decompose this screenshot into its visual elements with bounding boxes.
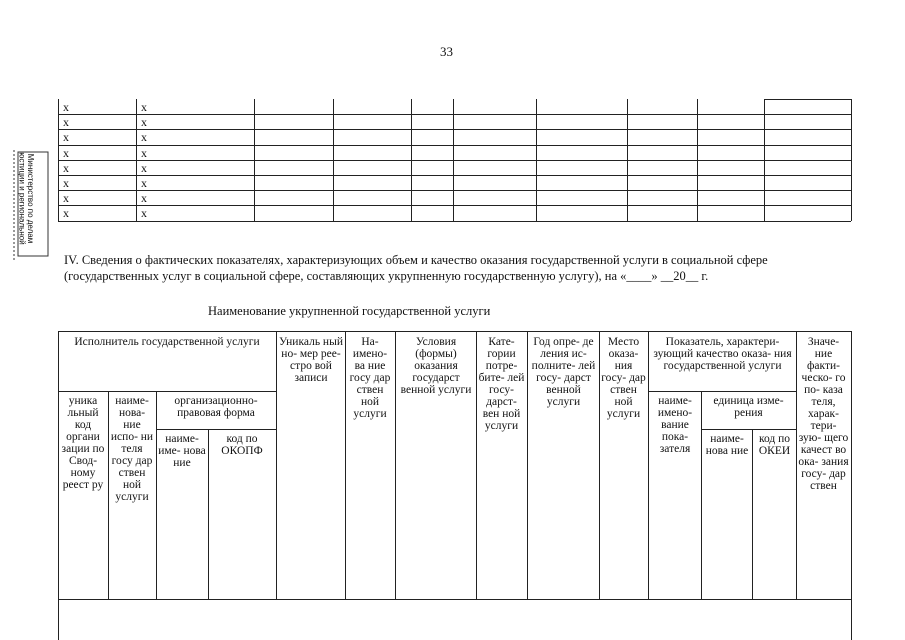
mark-cell: х xyxy=(141,206,147,220)
header-org-form: организационно-правовая форма xyxy=(174,395,258,419)
stamp-line-2: юстиции и региональной xyxy=(17,152,27,245)
mark-cell: х xyxy=(63,115,69,129)
header-okei: код по ОКЕИ xyxy=(758,433,791,457)
header-executor-name: наиме- нова- ние испо- ни теля госу дар ствен ной услуги xyxy=(110,395,154,503)
mark-cell: х xyxy=(63,191,69,205)
header-quality-indicator: Показатель, характери- зующий качество оказа- ния государственной услуги xyxy=(653,336,792,372)
mark-cell: х xyxy=(141,100,147,114)
header-executor: Исполнитель государственной услуги xyxy=(74,336,260,348)
stamp-line-1: Министерство по делам xyxy=(26,153,36,244)
mark-cell: х xyxy=(141,115,147,129)
header-year: Год опре- де ления ис- полните- лей госу- дарст венной услуги xyxy=(531,336,596,408)
mark-cell: х xyxy=(63,206,69,220)
mark-cell: х xyxy=(141,176,147,190)
header-org-form-name: наиме- име- нова ние xyxy=(158,433,206,469)
header-indicator-name: наиме- имено- вание пока- зателя xyxy=(657,395,693,455)
header-unit: единица изме- рения xyxy=(713,395,784,419)
header-service-name: На- имено- ва ние госу дар ствен ной услуги xyxy=(349,336,391,420)
header-okopf: код по ОКОПФ xyxy=(221,433,263,457)
header-unit-name: наиме- нова ние xyxy=(705,433,749,457)
aggregated-service-title: Наименование укрупненной государственной услуги xyxy=(208,304,491,318)
mark-cell: х xyxy=(141,161,147,175)
page-number: 33 xyxy=(440,44,453,59)
mark-cell: х xyxy=(141,130,147,144)
header-registry-number: Уникаль ный но- мер рее- стро вой записи xyxy=(279,336,343,384)
mark-cell: х xyxy=(63,161,69,175)
mark-cell: х xyxy=(63,176,69,190)
header-place: Место оказа- ния госу- дар ствен ной услуги xyxy=(601,336,646,420)
mark-cell: х xyxy=(63,130,69,144)
section-heading: IV. Сведения о фактических показателях, характеризующих объем и качество оказания государственной услуги в социальной сфере (государственных услуг в социальной сфере, составляющих укрупненную государственную услугу), на «____» __20__ г. xyxy=(64,253,768,283)
mark-cell: х xyxy=(141,146,147,160)
header-categories: Кате- гории потре- бите- лей госу- дарст- вен ной услуги xyxy=(478,336,525,432)
header-actual-value: Значе- ние факти- ческо- го по- каза теля, харак- тери- зую- щего качест во ока- зания госу- дар ствен xyxy=(798,336,849,492)
header-conditions: Условия (формы) оказания государст венной услуги xyxy=(400,336,472,396)
mark-cell: х xyxy=(141,191,147,205)
mark-cell: х xyxy=(63,100,69,114)
mark-cell: х xyxy=(63,146,69,160)
header-unique-code: уника льный код органи зации по Свод- ному реест ру xyxy=(61,395,105,491)
